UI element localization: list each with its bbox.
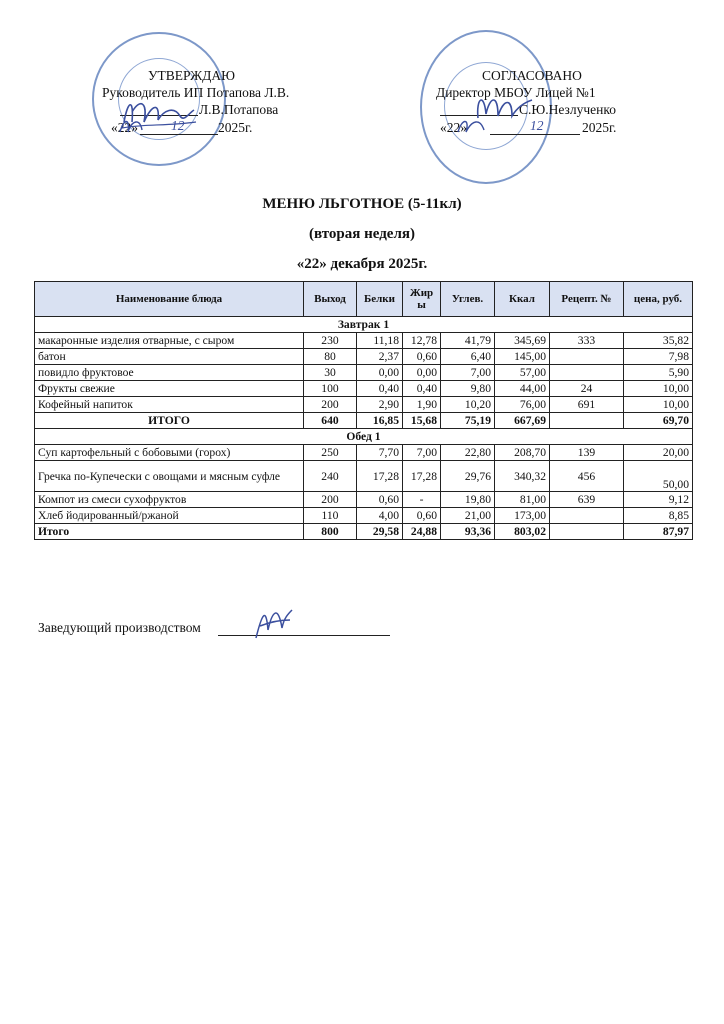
total-row-breakfast [35,413,693,429]
menu-title: МЕНЮ ЛЬГОТНОЕ (5-11кл) [262,196,462,212]
cell-protein: 4,00 [357,508,403,524]
table-row [35,445,693,461]
cell-name: Суп картофельный с бобовыми (горох) [35,445,304,461]
approve-heading: УТВЕРЖДАЮ [148,68,236,83]
table-row [35,349,693,365]
header-fat: Жир ы [403,282,441,317]
cell-recipe [550,365,624,381]
total-protein: 29,58 [357,524,403,540]
cell-fat: 17,28 [403,461,441,492]
total-output: 800 [304,524,357,540]
cell-protein: 0,00 [357,365,403,381]
cell-name: макаронные изделия отварные, с сыром [35,333,304,349]
total-fat: 24,88 [403,524,441,540]
cell-protein: 17,28 [357,461,403,492]
cell-recipe: 456 [550,461,624,492]
cell-fat: 0,00 [403,365,441,381]
table-row [35,365,693,381]
table-row [35,492,693,508]
cell-protein: 11,18 [357,333,403,349]
agree-position: Директор МБОУ Лицей №1 [436,85,596,100]
cell-recipe: 333 [550,333,624,349]
approve-position: Руководитель ИП Потапова Л.В. [102,85,290,100]
cell-recipe: 139 [550,445,624,461]
cell-output: 80 [304,349,357,365]
section-label: Завтрак 1 [35,317,693,333]
cell-carbs: 7,00 [441,365,495,381]
header-output: Выход [304,282,357,317]
footer-signature [248,600,296,646]
total-protein: 16,85 [357,413,403,429]
cell-price: 9,12 [624,492,693,508]
table-row [35,461,693,492]
agree-name: С.Ю.Незлученко [519,102,616,117]
cell-name: Гречка по-Купечески с овощами и мясным суфле [35,461,304,492]
footer-signature-line [218,635,390,636]
total-carbs: 75,19 [441,413,495,429]
header-carbs: Углев. [441,282,495,317]
cell-kcal: 44,00 [495,381,550,397]
cell-protein: 2,90 [357,397,403,413]
total-recipe [550,413,624,429]
cell-carbs: 29,76 [441,461,495,492]
cell-output: 240 [304,461,357,492]
cell-name: Компот из смеси сухофруктов [35,492,304,508]
cell-carbs: 6,40 [441,349,495,365]
table-row [35,381,693,397]
table-header-row [35,282,693,317]
cell-name: Кофейный напиток [35,397,304,413]
cell-price: 35,82 [624,333,693,349]
total-price: 69,70 [624,413,693,429]
cell-kcal: 81,00 [495,492,550,508]
cell-protein: 0,60 [357,492,403,508]
cell-price: 20,00 [624,445,693,461]
cell-kcal: 57,00 [495,365,550,381]
cell-fat: 0,60 [403,508,441,524]
table-row [35,397,693,413]
cell-protein: 2,37 [357,349,403,365]
cell-fat: - [403,492,441,508]
cell-price: 8,85 [624,508,693,524]
header-recipe: Рецепт. № [550,282,624,317]
table-row [35,508,693,524]
cell-fat: 0,60 [403,349,441,365]
total-carbs: 93,36 [441,524,495,540]
cell-name: батон [35,349,304,365]
cell-output: 200 [304,397,357,413]
agree-date-scribble [454,114,488,138]
approve-month: 12 [171,118,185,133]
cell-carbs: 19,80 [441,492,495,508]
cell-price: 7,98 [624,349,693,365]
approve-day: «22» [111,120,138,135]
total-price: 87,97 [624,524,693,540]
header-protein: Белки [357,282,403,317]
agree-year: 2025г. [582,120,617,135]
cell-protein: 7,70 [357,445,403,461]
header-price: цена, руб. [624,282,693,317]
agree-month: 12 [530,118,544,133]
cell-price: 10,00 [624,381,693,397]
agree-day: «22» [440,120,467,135]
cell-recipe: 691 [550,397,624,413]
section-row-breakfast [35,317,693,333]
cell-recipe [550,508,624,524]
cell-recipe: 639 [550,492,624,508]
cell-name: Хлеб йодированный/ржаной [35,508,304,524]
menu-week: (вторая неделя) [309,226,415,242]
cell-price: 50,00 [624,461,693,492]
cell-output: 230 [304,333,357,349]
cell-carbs: 21,00 [441,508,495,524]
agree-month-line [490,134,580,135]
cell-fat: 7,00 [403,445,441,461]
menu-table [34,281,693,540]
section-label: Обед 1 [35,429,693,445]
total-kcal: 803,02 [495,524,550,540]
footer-label: Заведующий производством [38,620,201,635]
cell-price: 10,00 [624,397,693,413]
header-name: Наименование блюда [35,282,304,317]
total-recipe [550,524,624,540]
cell-output: 250 [304,445,357,461]
total-label: ИТОГО [35,413,304,429]
cell-kcal: 173,00 [495,508,550,524]
total-fat: 15,68 [403,413,441,429]
menu-date: «22» декабря 2025г. [296,256,428,272]
cell-output: 200 [304,492,357,508]
total-row-lunch [35,524,693,540]
section-row-lunch [35,429,693,445]
cell-protein: 0,40 [357,381,403,397]
cell-output: 110 [304,508,357,524]
cell-kcal: 208,70 [495,445,550,461]
cell-output: 100 [304,381,357,397]
cell-carbs: 10,20 [441,397,495,413]
cell-price: 5,90 [624,365,693,381]
cell-fat: 12,78 [403,333,441,349]
total-output: 640 [304,413,357,429]
cell-kcal: 76,00 [495,397,550,413]
total-kcal: 667,69 [495,413,550,429]
cell-name: повидло фруктовое [35,365,304,381]
table-row [35,333,693,349]
approve-date-scribble [116,114,146,138]
cell-recipe [550,349,624,365]
cell-name: Фрукты свежие [35,381,304,397]
approve-name: Л.В.Потапова [199,102,279,117]
cell-fat: 0,40 [403,381,441,397]
approve-year: 2025г. [218,120,253,135]
total-label: Итого [35,524,304,540]
cell-carbs: 41,79 [441,333,495,349]
cell-output: 30 [304,365,357,381]
header-kcal: Ккал [495,282,550,317]
agree-heading: СОГЛАСОВАНО [482,68,582,83]
cell-kcal: 340,32 [495,461,550,492]
cell-kcal: 145,00 [495,349,550,365]
cell-kcal: 345,69 [495,333,550,349]
cell-recipe: 24 [550,381,624,397]
cell-carbs: 9,80 [441,381,495,397]
cell-carbs: 22,80 [441,445,495,461]
cell-fat: 1,90 [403,397,441,413]
